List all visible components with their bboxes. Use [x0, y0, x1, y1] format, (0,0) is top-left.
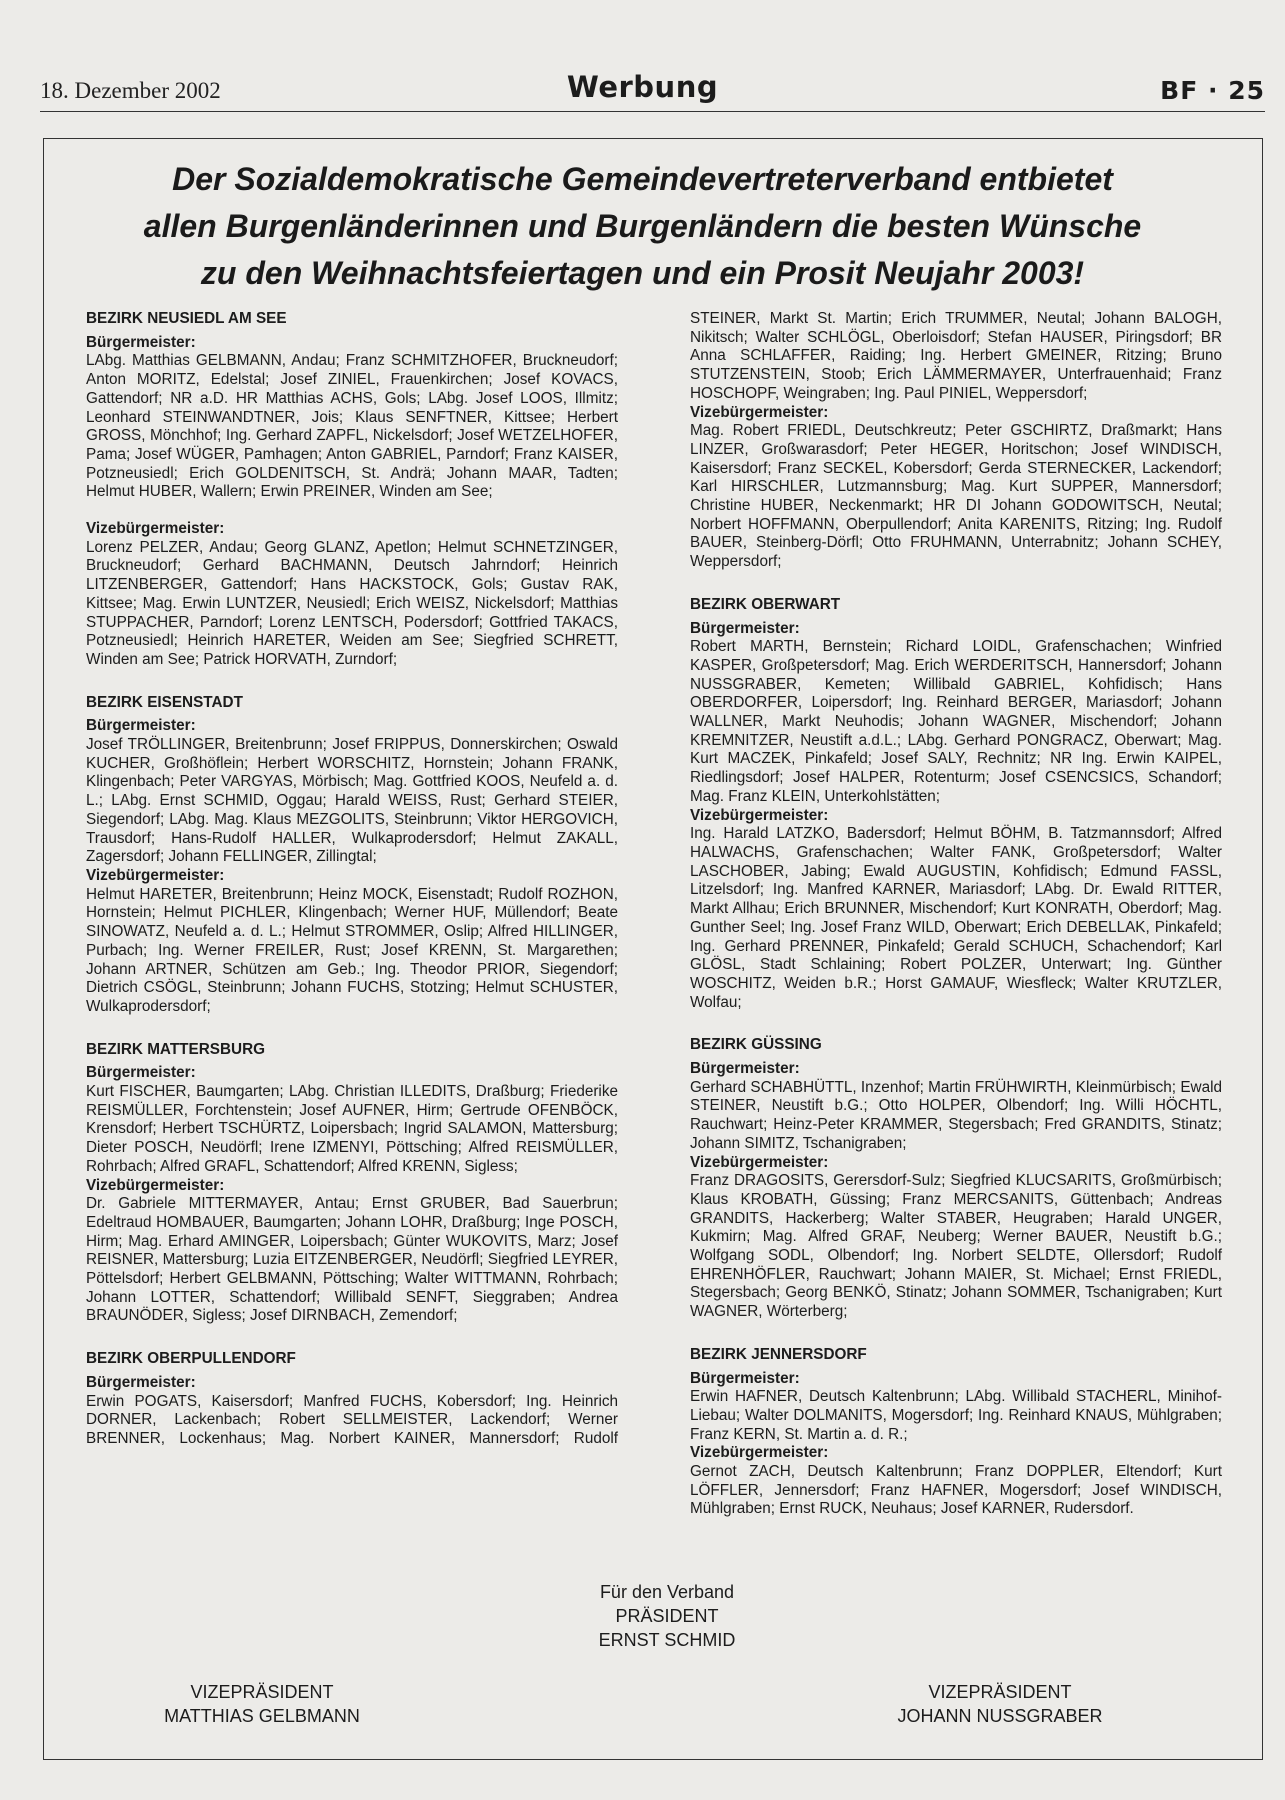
role-label: Vizebürgermeister:: [690, 403, 829, 421]
left-column: [86, 310, 618, 1473]
district-title: BEZIRK OBERWART: [690, 595, 841, 613]
vice-mayor-list: Mag. Robert FRIEDL, Deutschkreutz; Peter GSCHIRTZ, Draßmarkt; Hans LINZER, Großwarasdorf; Peter HEGER, Horitschon; Josef WINDISCH, Kaisersdorf; Franz SECKEL, Kobersdorf; Gerda STERNECKER, Lackendorf; Karl HIRSCHLER, Lutzmannsburg; Mag. Kurt SUPPER, Mannersdorf; Christine HUBER, Neckenmarkt; HR DI Johann GODOWITSCH, Neutal; Norbert HOFFMANN, Oberpullendorf; Anita KARENITS, Ritzing; Ing. Rudolf BAUER, Steinberg-Dörfl; Otto FRUHMANN, Unterrabnitz; Johann SCHEY, Weppersdorf;: [690, 422, 1222, 571]
signature-name: ERNST SCHMID: [598, 1630, 736, 1650]
right-column: [690, 310, 1222, 1543]
mayor-list: LAbg. Matthias GELBMANN, Andau; Franz SCHMITZHOFER, Bruckneudorf; Anton MORITZ, Edelstal; Josef ZINIEL, Frauenkirchen; Josef KOVACS, Gattendorf; NR a.D. HR Matthias ACHS, Gols; LAbg. Josef LOOS, Illmitz; Leonhard STEINWANDTNER, Jois; Klaus SENFTNER, Kittsee; Herbert GROSS, Mönchhof; Ing. Gerhard ZAPFL, Nickelsdorf; Josef WETZELHOFER, Pama; Josef WÜGER, Pamhagen; Anton GABRIEL, Parndorf; Franz KAISER, Potzneusiedl; Erich GOLDENITSCH, St. Andrä; Johann MAAR, Tadten; Helmut HUBER, Wallern; Erwin PREINER, Winden am See;: [86, 352, 618, 501]
signature-title: PRÄSIDENT: [615, 1606, 719, 1626]
signature-vice-president-left: [112, 1680, 412, 1728]
district-title: BEZIRK JENNERSDORF: [690, 1345, 867, 1363]
district-oberpullendorf: [86, 1350, 618, 1449]
section-title: Werbung: [566, 70, 719, 104]
role-label: Vizebürgermeister:: [690, 806, 829, 824]
role-label: Vizebürgermeister:: [86, 866, 225, 884]
district-title: BEZIRK NEUSIEDL AM SEE: [86, 310, 287, 327]
issue-date: 18. Dezember 2002: [40, 78, 221, 103]
role-label: Bürgermeister:: [690, 1369, 800, 1387]
mayor-list-continued: STEINER, Markt St. Martin; Erich TRUMMER, Neutal; Johann BALOGH, Nikitsch; Walter SCHLÖGL, Oberloisdorf; Stefan HAUSER, Piringsdorf; BR Anna SCHLAFFER, Raiding; Ing. Herbert GMEINER, Ritzing; Bruno STUTZENSTEIN, Stoob; Erich LÄMMERMAYER, Unterfrauenhaid; Franz HOSCHOPF, Weingraben; Ing. Paul PINIEL, Weppersdorf;: [690, 310, 1222, 402]
mayor-list: Erwin POGATS, Kaisersdorf; Manfred FUCHS, Kobersdorf; Ing. Heinrich DORNER, Lackenbach; Robert SELLMEISTER, Lackendorf; Werner BRENNER, Lockenhaus; Mag. Norbert KAINER, Mannersdorf; Rudolf: [86, 1392, 618, 1447]
role-label: Vizebürgermeister:: [86, 1176, 225, 1194]
district-title: BEZIRK GÜSSING: [690, 1036, 822, 1054]
role-label: Vizebürgermeister:: [690, 1153, 829, 1171]
district-title: BEZIRK EISENSTADT: [86, 693, 243, 711]
headline-line: Der Sozialdemokratische Gemeindevertreterverband entbietet: [172, 161, 1113, 197]
district-title: BEZIRK MATTERSBURG: [86, 1040, 266, 1058]
vice-mayor-list: Gernot ZACH, Deutsch Kaltenbrunn; Franz DOPPLER, Eltendorf; Kurt LÖFFLER, Jennersdorf; Franz HAFNER, Mogersdorf; Josef WINDISCH, Mühlgraben; Ernst RUCK, Neuhaus; Josef KARNER, Rudersdorf.: [690, 1463, 1222, 1518]
role-label: Vizebürgermeister:: [86, 520, 225, 538]
signature-name: JOHANN NUSSGRABER: [897, 1706, 1103, 1726]
district-oberwart: [690, 596, 1222, 1012]
signature-name: MATTHIAS GELBMANN: [164, 1706, 360, 1726]
signature-president: [517, 1580, 817, 1652]
mayor-list: Robert MARTH, Bernstein; Richard LOIDL, Grafenschachen; Winfried KASPER, Großpetersdorf; Mag. Erich WERDERITSCH, Hannersdorf; Johann NUSSGRABER, Kemeten; Willibald GABRIEL, Kohfidisch; Hans OBERDORFER, Loipersdorf; Ing. Reinhard BERGER, Mariasdorf; Johann WALLNER, Markt Neuhodis; Johann WAGNER, Mischendorf; Johann KREMNITZER, Neustift a.d.L.; LAbg. Gerhard PONGRACZ, Oberwart; Mag. Kurt MACZEK, Pinkafeld; Josef SALY, Rechnitz; NR Ing. Erwin KAIPEL, Riedlingsdorf; Josef HALPER, Rotenturm; Josef CSENCSICS, Schandorf; Mag. Franz KLEIN, Unterkohlstätten;: [690, 638, 1222, 805]
district-eisenstadt: [86, 694, 618, 1017]
mayor-list: Erwin HAFNER, Deutsch Kaltenbrunn; LAbg. Willibald STACHERL, Minihof-Liebau; Walter DOLMANITS, Mogersdorf; Ing. Reinhard KNAUS, Mühlgraben; Franz KERN, St. Martin a. d. R.;: [690, 1388, 1222, 1443]
headline: [0, 156, 1285, 297]
vice-mayor-list: Franz DRAGOSITS, Gerersdorf-Sulz; Siegfried KLUCSARITS, Großmürbisch; Klaus KROBATH, Güssing; Franz MERCSANITS, Güttenbach; Andreas GRANDITS, Hackerberg; Walter STABER, Heugraben; Harald UNGER, Kukmirn; Mag. Alfred GRAF, Neuberg; Werner BAUER, Neustift b.G.; Wolfgang SODL, Olbendorf; Ing. Norbert SELDTE, Ollersdorf; Rudolf EHRENHÖFLER, Rauchwart; Johann MAIER, St. Michael; Ernst FRIEDL, Stegersbach; Georg BENKÖ, Stinatz; Johann SOMMER, Tschanigraben; Kurt WAGNER, Wörterberg;: [690, 1172, 1222, 1321]
role-label: Bürgermeister:: [690, 1060, 800, 1078]
vice-mayor-list: Helmut HARETER, Breitenbrunn; Heinz MOCK, Eisenstadt; Rudolf ROZHON, Hornstein; Helmut PICHLER, Klingenbach; Werner HUF, Müllendorf; Beate SINOWATZ, Neufeld a. d. L.; Helmut STROMMER, Oslip; Alfred HILLINGER, Purbach; Ing. Werner FREILER, Rust; Josef KRENN, St. Margarethen; Johann ARTNER, Schützen am Geb.; Ing. Theodor PRIOR, Siegendorf; Dietrich CSÖGL, Steinbrunn; Johann FUCHS, Stotzing; Helmut SCHUSTER, Wulkaprodersdorf;: [86, 885, 618, 1015]
district-oberpullendorf-continued: [690, 310, 1222, 572]
mayor-list: Kurt FISCHER, Baumgarten; LAbg. Christian ILLEDITS, Draßburg; Friederike REISMÜLLER, Forchtenstein; Josef AUFNER, Hirm; Gertrude OFENBÖCK, Krensdorf; Herbert TSCHÜRTZ, Loipersbach; Ingrid SALAMON, Mattersburg; Dieter POSCH, Neudörfl; Irene IZMENYI, Pöttsching; Alfred REISMÜLLER, Rohrbach; Alfred GRAFL, Schattendorf; Alfred KRENN, Sigless;: [86, 1083, 618, 1175]
mayor-list: Josef TRÖLLINGER, Breitenbrunn; Josef FRIPPUS, Donnerskirchen; Oswald KUCHER, Großhöflein; Herbert WORSCHITZ, Hornstein; Johann FRANK, Klingenbach; Peter VARGYAS, Mörbisch; Mag. Gottfried KOOS, Neufeld a. d. L.; LAbg. Ernst SCHMID, Oggau; Harald WEISS, Rust; Gerhard STEIER, Siegendorf; LAbg. Mag. Klaus MEZGOLITS, Steinbrunn; Viktor HERGOVICH, Trausdorf; Hans-Rudolf HALLER, Wulkaprodersdorf; Helmut ZAKALL, Zagersdorf; Johann FELLINGER, Zillingtal;: [86, 736, 618, 866]
signature-vice-president-right: [850, 1680, 1150, 1728]
district-title: BEZIRK OBERPULLENDORF: [86, 1350, 296, 1368]
district-mattersburg: [86, 1041, 618, 1327]
role-label: Bürgermeister:: [86, 333, 196, 351]
signature-line: Für den Verband: [599, 1582, 735, 1602]
mayor-list: Gerhard SCHABHÜTTL, Inzenhof; Martin FRÜHWIRTH, Kleinmürbisch; Ewald STEINER, Neustift b.G.; Otto HOLPER, Olbendorf; Ing. Willi HÖCHTL, Rauchwart; Heinz-Peter KRAMMER, Stegersbach; Fred GRANDITS, Stinatz; Johann SIMITZ, Tschanigraben;: [690, 1078, 1222, 1152]
headline-line: zu den Weihnachtsfeiertagen und ein Prosit Neujahr 2003!: [200, 255, 1085, 291]
district-jennersdorf: [690, 1346, 1222, 1519]
headline-line: allen Burgenländerinnen und Burgenländern die besten Wünsche: [143, 208, 1142, 244]
vice-mayor-list: Ing. Harald LATZKO, Badersdorf; Helmut BÖHM, B. Tatzmannsdorf; Alfred HALWACHS, Grafenschachen; Walter FANK, Großpetersdorf; Walter LASCHOBER, Jabing; Ewald AUGUSTIN, Kohfidisch; Edmund FASSL, Litzelsdorf; Ing. Manfred KARNER, Mariasdorf; LAbg. Dr. Ewald RITTER, Markt Allhau; Erich BRUNNER, Mischendorf; Kurt KONRATH, Oberdorf; Mag. Gunther Seel; Ing. Josef Franz WILD, Oberwart; Erich DEBELLAK, Pinkafeld; Ing. Gerhard PRENNER, Pinkafeld; Gerald SCHUCH, Schachendorf; Karl GLÖSL, Stadt Schlaining; Robert POLZER, Unterwart; Ing. Günther WOSCHITZ, Weiden b.R.; Horst GAMAUF, Wiesfleck; Walter KRUTZLER, Wolfau;: [690, 825, 1222, 1011]
signature-title: VIZEPRÄSIDENT: [928, 1682, 1072, 1702]
page-number: BF · 25: [1160, 76, 1265, 105]
header-rule: [40, 111, 1265, 112]
role-label: Bürgermeister:: [690, 619, 800, 637]
signature-title: VIZEPRÄSIDENT: [190, 1682, 334, 1702]
district-neusiedl: [86, 310, 618, 670]
role-label: Bürgermeister:: [86, 717, 196, 735]
vice-mayor-list: Lorenz PELZER, Andau; Georg GLANZ, Apetlon; Helmut SCHNETZINGER, Bruckneudorf; Gerhard BACHMANN, Deutsch Jahrndorf; Heinrich LITZENBERGER, Gattendorf; Hans HACKSTOCK, Gols; Gustav RAK, Kittsee; Mag. Erwin LUNTZER, Neusiedl; Erich WEISZ, Nickelsdorf; Matthias STUPPACHER, Parndorf; Lorenz LENTSCH, Podersdorf; Gottfried TAKACS, Potzneusiedl; Heinrich HARETER, Weiden am See; Siegfried SCHRETT, Winden am See; Patrick HORVATH, Zurndorf;: [86, 538, 618, 668]
role-label: Bürgermeister:: [86, 1373, 196, 1391]
role-label: Bürgermeister:: [86, 1064, 196, 1082]
role-label: Vizebürgermeister:: [690, 1444, 829, 1462]
district-guessing: [690, 1036, 1222, 1322]
vice-mayor-list: Dr. Gabriele MITTERMAYER, Antau; Ernst GRUBER, Bad Sauerbrun; Edeltraud HOMBAUER, Baumgarten; Johann LOHR, Draßburg; Inge POSCH, Hirm; Mag. Erhard AMINGER, Loipersbach; Günter WUKOVITS, Marz; Josef REISNER, Mattersburg; Luzia EITZENBERGER, Neudörfl; Siegfried LEYRER, Pöttelsdorf; Herbert GELBMANN, Pöttsching; Walter WITTMANN, Rohrbach; Johann LOTTER, Schattendorf; Willibald SENFT, Sieggraben; Andrea BRAUNÖDER, Sigless; Josef DIRNBACH, Zemendorf;: [86, 1195, 618, 1325]
